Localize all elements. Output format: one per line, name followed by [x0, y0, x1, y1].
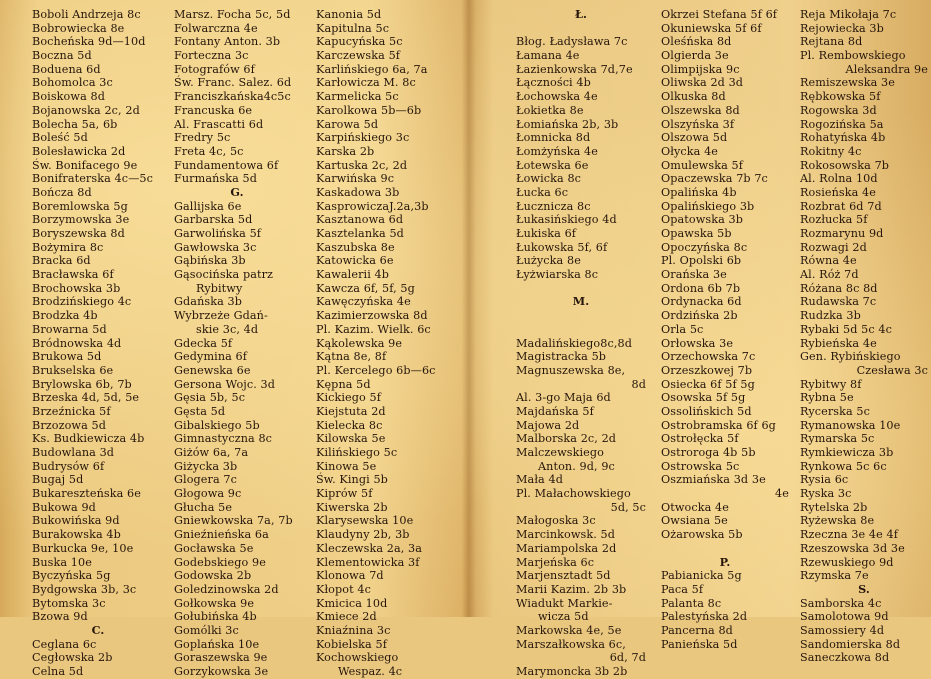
- street-entry: Łowicka 8c: [516, 172, 582, 186]
- street-column-6: [800, 8, 928, 665]
- street-entry: Olszyńska 3f: [661, 117, 735, 131]
- street-entry: Goraszewska 9e: [174, 651, 268, 665]
- street-entry: Kniaźnina 3c: [316, 623, 391, 637]
- blank-line: [516, 323, 646, 337]
- street-entry: Kaskadowa 3b: [316, 185, 400, 199]
- street-entry: Franciszkańska4c5c: [174, 90, 291, 104]
- street-entry: Madalińskiego8c,8d: [516, 336, 632, 350]
- blank-line: [516, 309, 646, 323]
- street-entry: Łotewska 6e: [516, 158, 589, 172]
- street-entry: Opalińska 4b: [661, 185, 737, 199]
- street-entry: Ostrołęcka 5f: [661, 432, 739, 446]
- street-entry: Opalińskiego 3b: [661, 199, 755, 213]
- street-entry: Francuska 6e: [174, 103, 253, 117]
- blank-line: [516, 282, 646, 296]
- street-entry: Kawalerii 4b: [316, 268, 390, 282]
- street-entry: Paca 5f: [661, 582, 704, 596]
- street-entry: Olgierda 3e: [661, 49, 729, 63]
- street-entry: Bojanowska 2c, 2d: [32, 103, 140, 117]
- street-entry-continuation: Rybitwy: [196, 281, 243, 295]
- street-entry: Gdecka 5f: [174, 336, 233, 350]
- street-entry: Fundamentowa 6f: [174, 158, 279, 172]
- street-entry: Marcinkowsk. 5d: [516, 528, 616, 542]
- street-entry: Kasztelanka 5d: [316, 227, 404, 240]
- street-entry: Łochowska 4e: [516, 90, 598, 104]
- blank-line: [661, 542, 789, 556]
- street-entry: Boduena 6d: [32, 62, 101, 76]
- street-entry: Kleczewska 2a, 3a: [316, 541, 423, 555]
- page-fold: [462, 0, 476, 617]
- street-entry: Opawska 5b: [661, 227, 732, 240]
- street-entry: Rymanowska 10e: [800, 418, 901, 432]
- street-entry: Malborska 2c, 2d: [516, 432, 617, 446]
- street-entry: Ordynacka 6d: [661, 295, 742, 309]
- street-column-4: [516, 8, 646, 679]
- street-entry: Rybieńska 4e: [800, 336, 877, 350]
- street-entry: Otwocka 4e: [661, 500, 729, 514]
- street-entry: Brzeźnicka 5f: [32, 404, 111, 418]
- street-entry-continuation: wicza 5d: [538, 610, 589, 624]
- street-entry: Osowska 5f 5g: [661, 391, 746, 405]
- street-entry: Rozłucka 5f: [800, 213, 868, 227]
- street-entry: Rudzka 3b: [800, 309, 861, 323]
- street-entry: Samossiery 4d: [800, 623, 885, 637]
- street-entry: Kinowa 5e: [316, 459, 377, 473]
- street-entry: Kielecka 8c: [316, 418, 383, 432]
- street-entry: Marsz. Focha 5c, 5d: [174, 8, 291, 21]
- street-entry: Kasztanowa 6d: [316, 213, 404, 227]
- street-entry: Budrysów 6f: [32, 459, 105, 473]
- street-entry: Karwińska 9c: [316, 172, 395, 186]
- street-entry: Orłowska 3e: [661, 336, 734, 350]
- street-entry: Orzeszkowej 7b: [661, 363, 753, 377]
- street-entry: Goledzinowska 2d: [174, 582, 279, 596]
- street-entry: Bolecha 5a, 6b: [32, 117, 118, 131]
- street-entry: Łucka 6c: [516, 185, 569, 199]
- street-entry: Olkuska 8d: [661, 90, 726, 104]
- street-entry: Gąbińska 3b: [174, 254, 246, 268]
- street-entry: Cegłowska 2b: [32, 651, 113, 665]
- street-entry: Budowlana 3d: [32, 446, 115, 459]
- street-entry: Rohatyńska 4b: [800, 131, 886, 145]
- street-entry: Karczewska 5f: [316, 49, 401, 63]
- street-entry: Łukiska 6f: [516, 227, 577, 240]
- street-entry: Kiprów 5f: [316, 487, 373, 501]
- street-entry: Kątna 8e, 8f: [316, 350, 387, 364]
- street-entry: Bobrowiecka 8e: [32, 21, 125, 35]
- street-entry: Bukowa 9d: [32, 500, 96, 514]
- street-entry: Freta 4c, 5c: [174, 144, 244, 158]
- street-entry: Gimnastyczna 8c: [174, 432, 273, 446]
- street-entry: Pancerna 8d: [661, 623, 733, 637]
- street-entry: Łużycka 8e: [516, 254, 581, 268]
- street-entry: Markowska 4e, 5e: [516, 623, 622, 637]
- street-entry: Brodzka 4b: [32, 309, 98, 323]
- street-entry: Rokitny 4c: [800, 144, 862, 158]
- street-entry: Marii Kazim. 2b 3b: [516, 582, 627, 596]
- street-entry: Goplańska 10e: [174, 637, 260, 651]
- street-entry: Łukowska 5f, 6f: [516, 240, 608, 254]
- section-letter-heading: M.: [572, 294, 590, 309]
- street-entry: Bugaj 5d: [32, 473, 84, 487]
- street-entry: Gdańska 3b: [174, 295, 242, 309]
- street-entry: Gersona Wojc. 3d: [174, 377, 276, 391]
- street-entry: Glogera 7c: [174, 473, 237, 487]
- street-entry: Kilińskiego 5c: [316, 446, 398, 459]
- street-entry: Kochowskiego: [316, 651, 399, 665]
- street-entry: Fredry 5c: [174, 131, 231, 145]
- street-entry: Łączności 4b: [516, 76, 591, 90]
- street-entry: Gen. Rybińskiego: [800, 350, 901, 364]
- street-entry: Oleśńska 8d: [661, 35, 732, 49]
- street-entry: Bożymira 8c: [32, 240, 104, 254]
- street-entry: Bydgowska 3b, 3c: [32, 582, 137, 596]
- street-entry: Malczewskiego: [516, 446, 604, 459]
- street-entry: Ostroroga 4b 5b: [661, 446, 756, 459]
- street-entry: Ostrobramska 6f 6g: [661, 418, 776, 432]
- street-entry: Remiszewska 3e: [800, 76, 895, 90]
- street-entry: Karłowicza M. 8c: [316, 76, 416, 90]
- street-entry: Brukselska 6e: [32, 363, 114, 377]
- street-entry: Giżów 6a, 7a: [174, 446, 249, 459]
- street-entry: Bukareszteńska 6e: [32, 487, 141, 501]
- street-entry: Równa 4e: [800, 254, 857, 268]
- street-entry: Furmańska 5d: [174, 172, 258, 186]
- section-letter-heading: P.: [719, 554, 731, 569]
- street-entry: Omulewska 5f: [661, 158, 743, 172]
- street-entry: Giżycka 3b: [174, 459, 238, 473]
- street-entry: Głogowa 9c: [174, 487, 242, 501]
- street-entry: Gęsia 5b, 5c: [174, 391, 246, 405]
- street-entry: Kawcza 6f, 5f, 5g: [316, 281, 415, 295]
- street-entry: Forteczna 3c: [174, 49, 249, 63]
- street-entry: Gorzykowska 3e: [174, 665, 269, 678]
- street-entry: Łamana 4e: [516, 49, 580, 63]
- street-entry: Boboli Andrzeja 8c: [32, 8, 141, 21]
- street-entry: Marjeńska 6c: [516, 555, 595, 569]
- street-entry: Bocheńska 9d—10d: [32, 35, 146, 49]
- street-entry: Osiecka 6f 5f 5g: [661, 377, 755, 391]
- street-entry: Rzeszowska 3d 3e: [800, 541, 905, 555]
- street-entry: Rybaki 5d 5c 4c: [800, 322, 892, 336]
- section-letter-heading: S.: [858, 581, 870, 596]
- street-entry: Olimpijska 9c: [661, 62, 740, 76]
- street-entry: Rzymska 7e: [800, 569, 869, 583]
- street-entry: Karpińskiego 3c: [316, 131, 410, 145]
- street-entry: Karlińskiego 6a, 7a: [316, 62, 428, 76]
- street-entry: Kępna 5d: [316, 377, 371, 391]
- street-entry: Mała 4d: [516, 473, 563, 487]
- street-entry: Boleść 5d: [32, 131, 88, 145]
- street-entry: Olszowa 5d: [661, 131, 728, 145]
- street-entry: Ordona 6b 7b: [661, 281, 741, 295]
- street-entry-continuation: 5d, 5c: [610, 500, 646, 514]
- street-entry: Rosieńska 4e: [800, 185, 876, 199]
- street-entry: Św. Bonifacego 9e: [32, 158, 138, 172]
- street-entry: Saneczkowa 8d: [800, 651, 890, 665]
- street-entry: Fontany Anton. 3b: [174, 35, 281, 49]
- street-entry: Rycerska 5c: [800, 404, 871, 418]
- street-entry: Łazienkowska 7d,7e: [516, 62, 633, 76]
- street-entry: Kobielska 5f: [316, 637, 387, 651]
- street-entry: Orla 5c: [661, 322, 704, 336]
- street-entry: Rzeczna 3e 4e 4f: [800, 528, 898, 542]
- street-entry: Owsiana 5e: [661, 514, 728, 528]
- street-entry: Ryska 3c: [800, 487, 852, 501]
- street-entry: Kickiego 5f: [316, 391, 381, 405]
- street-entry: Gołkowska 9e: [174, 596, 255, 610]
- street-entry: Bonifraterska 4c—5c: [32, 172, 153, 186]
- street-entry: Bródnowska 4d: [32, 336, 122, 350]
- street-entry: Samolotowa 9d: [800, 610, 889, 624]
- street-entry: Pl. Opolski 6b: [661, 254, 742, 268]
- street-entry: Karska 2b: [316, 144, 375, 158]
- street-entry: Rynkowa 5c 6c: [800, 459, 887, 473]
- street-entry: Rozmarynu 9d: [800, 227, 884, 240]
- street-entry: Ks. Budkiewicza 4b: [32, 432, 145, 446]
- section-letter-heading: C.: [91, 622, 105, 637]
- street-entry: Gedymina 6f: [174, 350, 248, 364]
- street-entry: Al. 3-go Maja 6d: [516, 391, 611, 405]
- street-entry: Al. Rolna 10d: [800, 172, 878, 186]
- street-entry: Łomnicka 8d: [516, 131, 591, 145]
- street-entry: Brzeska 4d, 5d, 5e: [32, 391, 140, 405]
- street-entry: Pl. Kercelego 6b—6c: [316, 363, 436, 377]
- street-entry: Bracka 6d: [32, 254, 91, 268]
- street-entry: Rybitwy 8f: [800, 377, 862, 391]
- street-entry: Rokosowska 7b: [800, 158, 890, 172]
- street-entry: Pl. Rembowskiego: [800, 49, 906, 63]
- street-entry: Rudawska 7c: [800, 295, 877, 309]
- street-entry: Rymarska 5c: [800, 432, 875, 446]
- street-entry: Godebskiego 9e: [174, 555, 266, 569]
- street-entry-continuation: 6d, 7d: [609, 651, 646, 665]
- street-entry: Gnieźnieńska 6a: [174, 528, 269, 542]
- street-entry: Magistracka 5b: [516, 350, 607, 364]
- street-entry: Panieńska 5d: [661, 637, 738, 651]
- street-entry: Gomólki 3c: [174, 623, 239, 637]
- street-entry: Różana 8c 8d: [800, 281, 878, 295]
- street-entry: Rębkowska 5f: [800, 90, 881, 104]
- street-entry: Opatowska 3b: [661, 213, 744, 227]
- street-entry: Oliwska 2d 3d: [661, 76, 744, 90]
- street-entry: Rymkiewicza 3b: [800, 446, 894, 459]
- street-entry: Brochowska 3b: [32, 281, 121, 295]
- street-entry: Marjensztadt 5d: [516, 569, 611, 583]
- street-entry: Buska 10e: [32, 555, 92, 569]
- street-entry: Łyżwiarska 8c: [516, 268, 599, 282]
- street-entry: Byczyńska 5g: [32, 569, 111, 583]
- street-entry: Rzewuskiego 9d: [800, 555, 894, 569]
- street-entry: Gęsta 5d: [174, 404, 226, 418]
- street-entry: Al. Róż 7d: [800, 268, 859, 282]
- street-entry: Kanonia 5d: [316, 8, 382, 21]
- street-entry: Ossolińskich 5d: [661, 404, 752, 418]
- street-entry: Palanta 8c: [661, 596, 722, 610]
- street-entry: Celna 5d: [32, 665, 84, 678]
- street-entry: Boczna 5d: [32, 49, 92, 63]
- street-entry: Gibalskiego 5b: [174, 418, 260, 432]
- street-entry: Łomiańska 2b, 3b: [516, 117, 619, 131]
- blank-line: [516, 22, 646, 36]
- street-entry: Gocławska 5e: [174, 541, 254, 555]
- street-entry: Kmicica 10d: [316, 596, 388, 610]
- street-entry: Kąkolewska 9e: [316, 336, 403, 350]
- street-entry: Bytomska 3c: [32, 596, 106, 610]
- street-entry: Kapucyńska 5c: [316, 35, 403, 49]
- street-entry: KasprowiczaJ.2a,3b: [316, 199, 429, 213]
- street-entry: Rejowiecka 3b: [800, 21, 884, 35]
- street-entry-continuation: Wespaz. 4c: [338, 665, 403, 678]
- street-entry: Kmiece 2d: [316, 610, 377, 624]
- section-letter-heading: Ł.: [574, 7, 588, 21]
- street-entry: Sandomierska 8d: [800, 637, 901, 651]
- street-entry: Gallijska 6e: [174, 199, 242, 213]
- street-entry: Łukasińskiego 4d: [516, 213, 617, 227]
- street-entry: Mariampolska 2d: [516, 541, 617, 555]
- street-entry: Rogozińska 5a: [800, 117, 884, 131]
- street-entry: Boremlowska 5g: [32, 199, 128, 213]
- street-entry: Rozwagi 2d: [800, 240, 867, 254]
- street-entry: Oszmiańska 3d 3e: [661, 473, 766, 487]
- street-entry: Brukowa 5d: [32, 350, 102, 364]
- street-entry: Godowska 2b: [174, 569, 252, 583]
- street-entry: Al. Frascatti 6d: [174, 117, 264, 131]
- street-entry: Bracławska 6f: [32, 268, 114, 282]
- street-entry: Kiwerska 2b: [316, 500, 388, 514]
- street-entry: Bończa 8d: [32, 185, 92, 199]
- street-entry: Kartuska 2c, 2d: [316, 158, 408, 172]
- street-entry: Ostrowska 5c: [661, 459, 740, 473]
- street-entry: Majdańska 5f: [516, 404, 594, 418]
- street-entry: Ceglana 6c: [32, 637, 97, 651]
- street-entry: Kłopot 4c: [316, 582, 371, 596]
- street-entry: Browarna 5d: [32, 322, 107, 336]
- street-entry: Kazimierzowska 8d: [316, 309, 428, 323]
- street-entry: Burakowska 4b: [32, 528, 121, 542]
- street-entry: Okrzei Stefana 5f 6f: [661, 8, 778, 21]
- street-entry: Garbarska 5d: [174, 213, 253, 227]
- street-entry: Łucznicza 8c: [516, 199, 591, 213]
- street-entry: Karmelicka 5c: [316, 90, 399, 104]
- street-entry: Wiadukt Markie-: [516, 596, 613, 610]
- street-entry: Majowa 2d: [516, 418, 580, 432]
- street-entry: Kilowska 5e: [316, 432, 386, 446]
- street-entry: Kiejstuta 2d: [316, 404, 386, 418]
- street-entry: Pabianicka 5g: [661, 569, 742, 583]
- street-entry: Gąsocińska patrz: [174, 268, 274, 282]
- street-entry: Bolesławicka 2d: [32, 144, 126, 158]
- street-entry: Orańska 3e: [661, 268, 727, 282]
- street-entry: Karowa 5d: [316, 117, 379, 131]
- street-entry: Folwarczna 4e: [174, 21, 258, 35]
- street-entry: Pl. Kazim. Wielk. 6c: [316, 322, 431, 336]
- street-entry: Św. Kingi 5b: [316, 473, 388, 487]
- street-entry: Rogowska 3d: [800, 103, 877, 117]
- street-entry-continuation: 8d: [631, 377, 646, 391]
- street-column-5: [661, 8, 789, 651]
- street-entry: Opoczyńska 8c: [661, 240, 748, 254]
- street-entry: Bzowa 9d: [32, 610, 88, 624]
- street-entry: Gołubińska 4b: [174, 610, 257, 624]
- street-entry: Reja Mikołaja 7c: [800, 8, 897, 21]
- street-entry: Wybrzeże Gdań-: [174, 309, 268, 323]
- street-entry: Ordzińska 2b: [661, 309, 738, 323]
- street-entry: Ożarowska 5b: [661, 528, 743, 542]
- street-entry: Rejtana 8d: [800, 35, 863, 49]
- street-entry: Gawłowska 3c: [174, 240, 257, 254]
- street-entry: Głucha 5e: [174, 500, 233, 514]
- street-entry: Genewska 6e: [174, 363, 251, 377]
- street-entry: Św. Franc. Salez. 6d: [174, 76, 292, 90]
- street-entry: Klaudyny 2b, 3b: [316, 528, 410, 542]
- street-entry: Olszewska 8d: [661, 103, 740, 117]
- street-entry: Brzozowa 5d: [32, 418, 107, 432]
- street-entry-continuation: skie 3c, 4d: [196, 322, 259, 336]
- street-entry: Błog. Ładysława 7c: [516, 35, 628, 49]
- street-entry: Brylowska 6b, 7b: [32, 377, 132, 391]
- street-entry: Kapitulna 5c: [316, 21, 390, 35]
- street-entry: Bukowińska 9d: [32, 514, 120, 528]
- street-entry: Małogoska 3c: [516, 514, 596, 528]
- street-entry: Karolkowa 5b—6b: [316, 103, 422, 117]
- street-entry: Ołycka 4e: [661, 144, 719, 158]
- street-entry-continuation: Anton. 9d, 9c: [538, 459, 615, 473]
- street-entry: Palestyńska 2d: [661, 610, 748, 624]
- street-entry: Magnuszewska 8e,: [516, 363, 626, 377]
- street-entry: Bohomolca 3c: [32, 76, 113, 90]
- street-column-3: [316, 8, 456, 679]
- street-entry: Borzymowska 3e: [32, 213, 130, 227]
- street-entry: Kawęczyńska 4e: [316, 295, 411, 309]
- street-entry: Okuniewska 5f 6f: [661, 21, 762, 35]
- street-entry: Brodzińskiego 4c: [32, 295, 132, 309]
- street-entry: Boryszewska 8d: [32, 227, 125, 240]
- street-entry: Klementowicka 3f: [316, 555, 420, 569]
- street-entry: Gniewkowska 7a, 7b: [174, 514, 293, 528]
- street-entry: Kaszubska 8e: [316, 240, 395, 254]
- street-entry: Opaczewska 7b 7c: [661, 172, 768, 186]
- street-entry: Rytelska 2b: [800, 500, 868, 514]
- street-entry-continuation: Czesława 3c: [856, 363, 928, 377]
- street-entry: Rozbrat 6d 7d: [800, 199, 882, 213]
- street-entry: Klonowa 7d: [316, 569, 384, 583]
- street-entry-continuation: 4e: [775, 487, 789, 501]
- street-entry: Marymoncka 3b 2b: [516, 665, 628, 678]
- street-entry: Łomżyńska 4e: [516, 144, 598, 158]
- street-entry: Rybna 5e: [800, 391, 854, 405]
- section-letter-heading: G.: [230, 184, 244, 199]
- street-entry: Garwolińska 5f: [174, 227, 262, 240]
- street-entry: Samborska 4c: [800, 596, 882, 610]
- street-entry: Ryżewska 8e: [800, 514, 875, 528]
- street-column-1: [32, 8, 164, 679]
- street-entry: Pl. Małachowskiego: [516, 487, 631, 501]
- street-entry: Klarysewska 10e: [316, 514, 414, 528]
- street-entry: Rysia 6c: [800, 473, 849, 487]
- street-entry: Katowicka 6e: [316, 254, 394, 268]
- street-entry: Orzechowska 7c: [661, 350, 756, 364]
- street-entry: Łokietka 8e: [516, 103, 584, 117]
- street-entry: Marszałkowska 6c,: [516, 637, 626, 651]
- street-entry: Fotografów 6f: [174, 62, 255, 76]
- street-entry: Burkucka 9e, 10e: [32, 541, 134, 555]
- street-entry-continuation: Aleksandra 9e: [845, 62, 928, 76]
- street-column-2: [174, 8, 300, 679]
- street-entry: Boiskowa 8d: [32, 90, 105, 104]
